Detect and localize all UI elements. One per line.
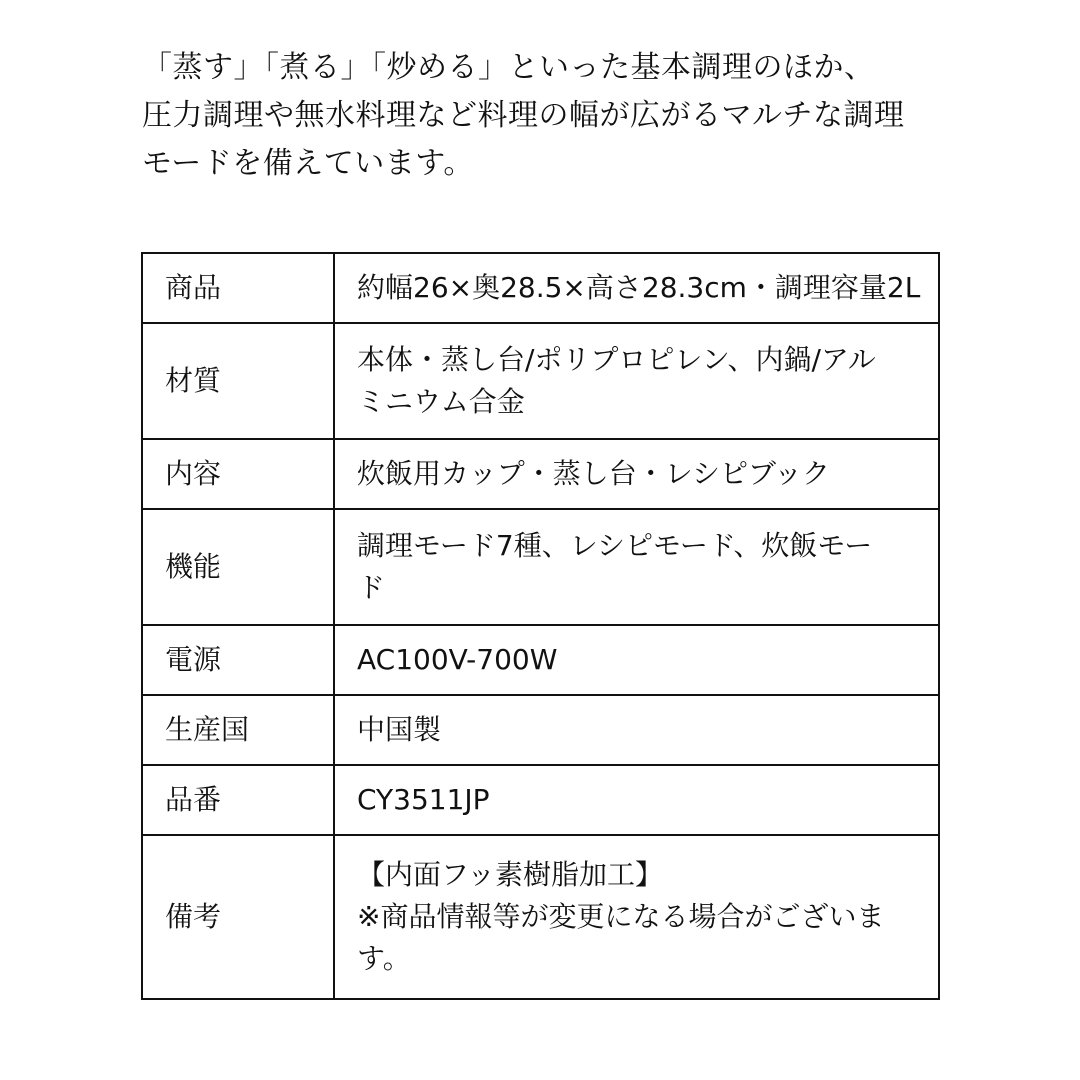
product-description: [142, 44, 942, 188]
spec-row-notes: [142, 835, 939, 999]
spec-row-material: [142, 323, 939, 439]
spec-label: 材質: [142, 323, 334, 439]
spec-label: 機能: [142, 509, 334, 625]
spec-value-line: ド: [357, 571, 386, 604]
spec-value: [334, 439, 939, 509]
spec-value: [334, 323, 939, 439]
spec-value-line: 【内面フッ素樹脂加工】: [357, 858, 664, 891]
spec-value: [334, 765, 939, 835]
description-line: 「蒸す」「煮る」「炒める」といった基本調理のほか、: [142, 50, 875, 85]
spec-value: [334, 253, 939, 323]
spec-label: 品番: [142, 765, 334, 835]
spec-value: [334, 509, 939, 625]
spec-row-model-number: [142, 765, 939, 835]
spec-value-line: 炊飯用カップ・蒸し台・レシピブック: [357, 457, 831, 490]
spec-value: [334, 835, 939, 999]
spec-row-contents: [142, 439, 939, 509]
spec-row-product: [142, 253, 939, 323]
spec-value-line: す。: [357, 942, 411, 975]
spec-row-functions: [142, 509, 939, 625]
spec-value-line: 調理モード7種、レシピモード、炊飯モー: [357, 529, 873, 562]
spec-value-line: CY3511JP: [357, 783, 490, 816]
spec-value-line: 約幅26×奥28.5×高さ28.3cm・調理容量2L: [357, 271, 921, 304]
spec-value-line: AC100V-700W: [357, 643, 558, 676]
spec-label: 電源: [142, 625, 334, 695]
description-line: 圧力調理や無水料理など料理の幅が広がるマルチな調理: [142, 98, 905, 133]
spec-table: [141, 252, 940, 1000]
spec-value-line: ミニウム合金: [357, 385, 525, 418]
spec-value-line: ※商品情報等が変更になる場合がございま: [357, 900, 885, 933]
spec-label: 生産国: [142, 695, 334, 765]
spec-row-origin: [142, 695, 939, 765]
spec-value: [334, 625, 939, 695]
spec-value: [334, 695, 939, 765]
spec-label: 備考: [142, 835, 334, 999]
description-line: モードを備えています。: [142, 146, 474, 181]
spec-label: 内容: [142, 439, 334, 509]
spec-row-power: [142, 625, 939, 695]
spec-value-line: 本体・蒸し台/ポリプロピレン、内鍋/アル: [357, 343, 876, 376]
spec-value-line: 中国製: [357, 713, 442, 746]
spec-label: 商品: [142, 253, 334, 323]
